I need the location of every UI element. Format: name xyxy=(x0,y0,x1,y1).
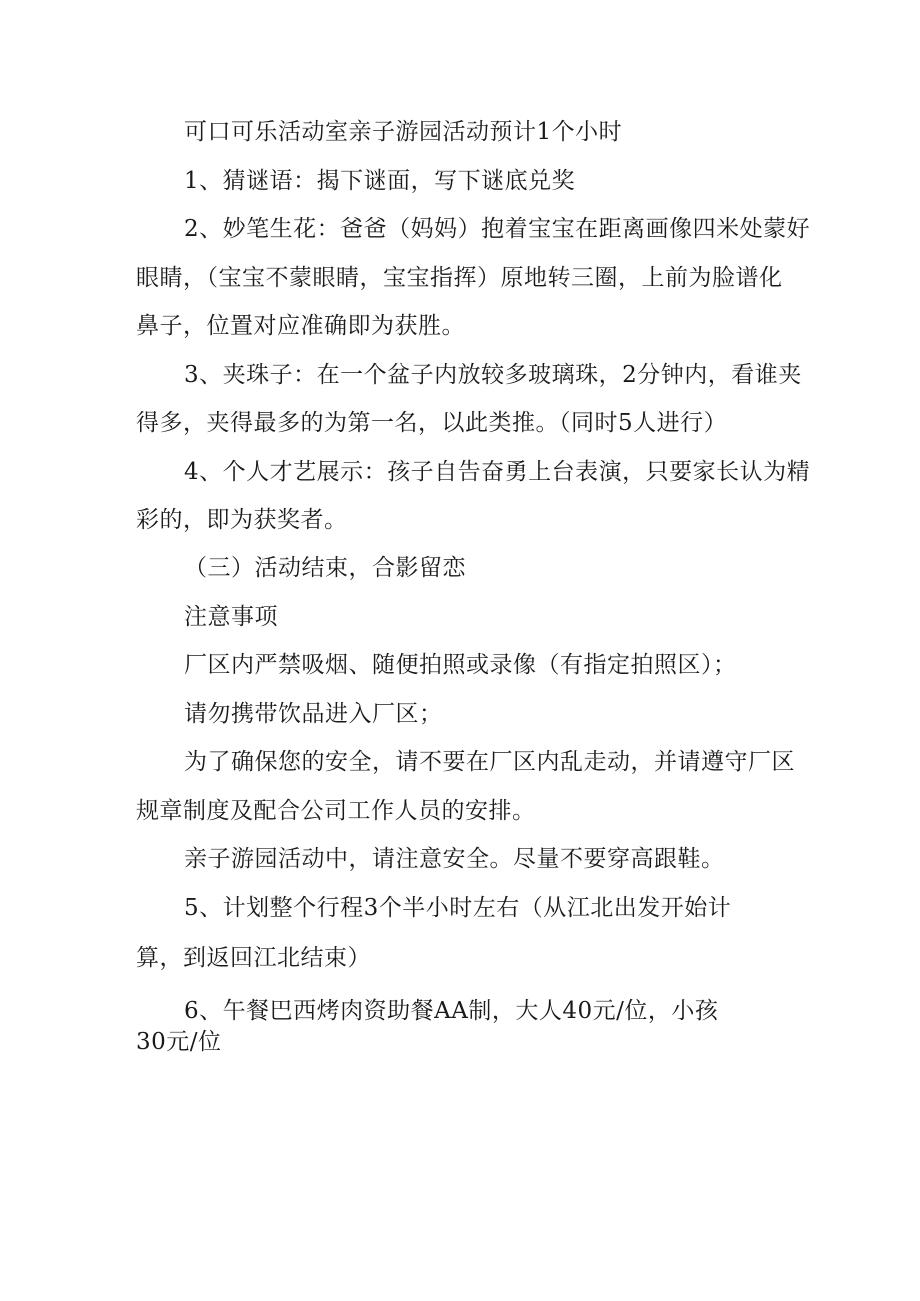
note-attention: 亲子游园活动中，请注意安全。尽量不要穿高跟鞋。 xyxy=(184,846,725,872)
item-1-riddles: 1、猜谜语：揭下谜面，写下谜底兑奖 xyxy=(184,168,576,194)
note-safety-line-1: 为了确保您的安全，请不要在厂区内乱走动，并请遵守厂区 xyxy=(184,749,795,775)
item-2-line-3: 鼻子，位置对应准确即为获胜。 xyxy=(136,313,465,339)
item-4-line-2: 彩的，即为获奖者。 xyxy=(136,507,348,533)
item-3-line-1: 3、夹珠子：在一个盆子内放较多玻璃珠，2分钟内，看谁夹 xyxy=(184,362,802,388)
note-no-smoking: 厂区内严禁吸烟、随便拍照或录像（有指定拍照区）； xyxy=(184,652,737,678)
note-safety-line-2: 规章制度及配合公司工作人员的安排。 xyxy=(136,798,536,824)
item-5-line-2: 算，到返回江北结束） xyxy=(136,945,371,971)
item-6-line-1: 6、午餐巴西烤肉资助餐AA制，大人40元/位，小孩 xyxy=(184,998,719,1024)
notes-heading: 注意事项 xyxy=(184,604,278,630)
note-no-drinks: 请勿携带饮品进入厂区； xyxy=(184,701,443,727)
item-4-line-1: 4、个人才艺展示：孩子自告奋勇上台表演，只要家长认为精 xyxy=(184,459,811,485)
item-2-line-2: 眼睛，（宝宝不蒙眼睛，宝宝指挥）原地转三圈，上前为脸谱化 xyxy=(136,265,783,291)
section-activity-end: （三）活动结束，合影留恋 xyxy=(184,555,466,581)
item-3-line-2: 得多，夹得最多的为第一名，以此类推。（同时5人进行） xyxy=(136,410,728,436)
paragraph-activity-duration: 可口可乐活动室亲子游园活动预计1个小时 xyxy=(184,119,623,145)
item-5-line-1: 5、计划整个行程3个半小时左右（从江北出发开始计 xyxy=(184,895,732,921)
item-2-line-1: 2、妙笔生花：爸爸（妈妈）抱着宝宝在距离画像四米处蒙好 xyxy=(184,216,811,242)
item-6-line-2: 30元/位 xyxy=(136,1029,222,1055)
